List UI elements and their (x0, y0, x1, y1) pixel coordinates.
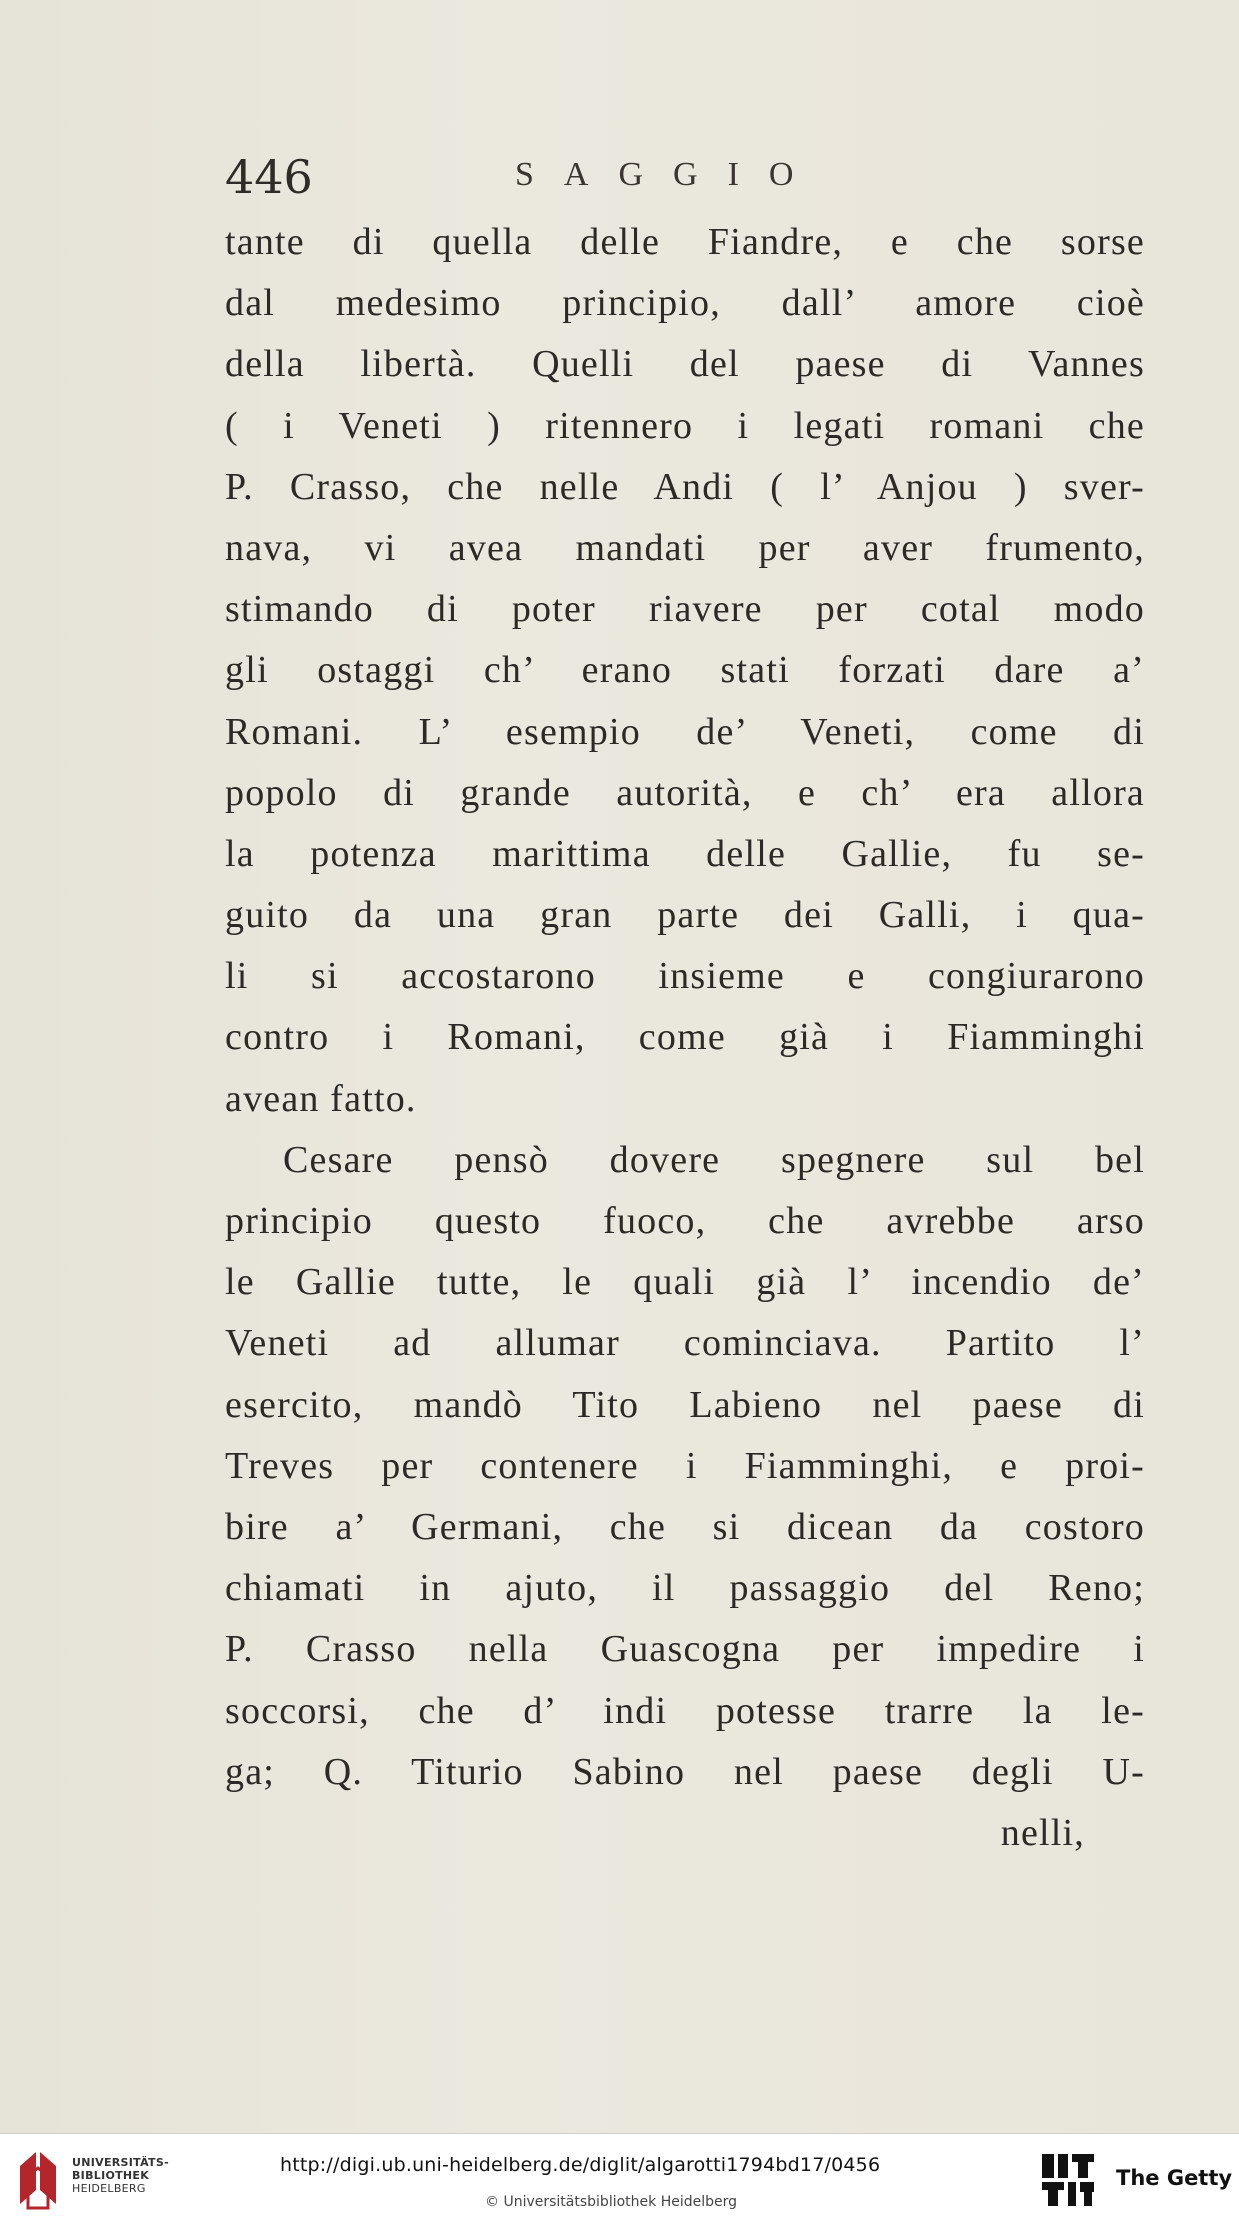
body-text (225, 212, 1145, 1864)
text-line: ( i Veneti ) ritennero i legati romani che (225, 404, 1145, 447)
viewer-footer (0, 2133, 1239, 2224)
text-line: P. Crasso, che nelle Andi ( l’ Anjou ) sver- (225, 465, 1145, 508)
text-line: soccorsi, che d’ indi potesse trarre la le- (225, 1689, 1145, 1732)
text-line: esercito, mandò Tito Labieno nel paese di (225, 1383, 1145, 1426)
running-title: SAGGIO (515, 156, 824, 193)
text-line: principio questo fuoco, che avrebbe arso (225, 1200, 1145, 1242)
text-line: della libertà. Quelli del paese di Vannes (225, 343, 1145, 386)
text-line: tante di quella delle Fiandre, e che sorse (225, 221, 1145, 263)
page-number: 446 (225, 150, 313, 204)
catchword: nelli, (1000, 1811, 1085, 1854)
copyright-notice: © Universitätsbibliothek Heidelberg (485, 2194, 738, 2210)
text-line: contro i Romani, come già i Fiamminghi (225, 1016, 1145, 1059)
page-header (225, 150, 1145, 210)
text-line: Romani. L’ esempio de’ Veneti, come di (225, 710, 1145, 753)
text-line: Cesare pensò dovere spegnere sul bel (283, 1138, 1145, 1181)
paragraph-1 (225, 212, 1145, 1130)
library-name-line: BIBLIOTHEK (72, 2169, 150, 2182)
partner-name: The Getty (1116, 2166, 1233, 2190)
library-name-line: UNIVERSITÄTS- (72, 2156, 169, 2169)
text-line: avean fatto. (225, 1077, 417, 1120)
paragraph-2 (225, 1130, 1145, 1803)
text-line: gli ostaggi ch’ erano stati forzati dare a’ (225, 649, 1145, 692)
text-line: Veneti ad allumar cominciava. Partito l’ (225, 1322, 1145, 1365)
text-line: nava, vi avea mandati per aver frumento, (225, 526, 1145, 569)
library-name (72, 2156, 169, 2195)
text-line: chiamati in ajuto, il passaggio del Reno; (225, 1567, 1145, 1610)
text-line: bire a’ Germani, che si dicean da costoro (225, 1505, 1145, 1548)
ub-heidelberg-logo-icon (14, 2146, 62, 2210)
text-line: P. Crasso nella Guascogna per impedire i (225, 1628, 1145, 1671)
text-line: ga; Q. Titurio Sabino nel paese degli U- (225, 1750, 1145, 1793)
text-line: stimando di poter riavere per cotal modo (225, 588, 1145, 631)
text-line: popolo di grande autorità, e ch’ era allora (225, 771, 1145, 814)
getty-logo-icon (1040, 2152, 1096, 2208)
text-line: le Gallie tutte, le quali già l’ incendio de’ (225, 1261, 1145, 1304)
permalink[interactable]: http://digi.ub.uni-heidelberg.de/diglit/algarotti1794bd17/0456 (280, 2154, 881, 2176)
text-line: dal medesimo principio, dall’ amore cioè (225, 282, 1145, 325)
text-line: Treves per contenere i Fiamminghi, e proi- (225, 1444, 1145, 1487)
library-name-line: HEIDELBERG (72, 2182, 146, 2195)
text-line: li si accostarono insieme e congiurarono (225, 955, 1145, 998)
text-line: la potenza marittima delle Gallie, fu se- (225, 832, 1145, 875)
text-line: guito da una gran parte dei Galli, i qua- (225, 894, 1145, 937)
